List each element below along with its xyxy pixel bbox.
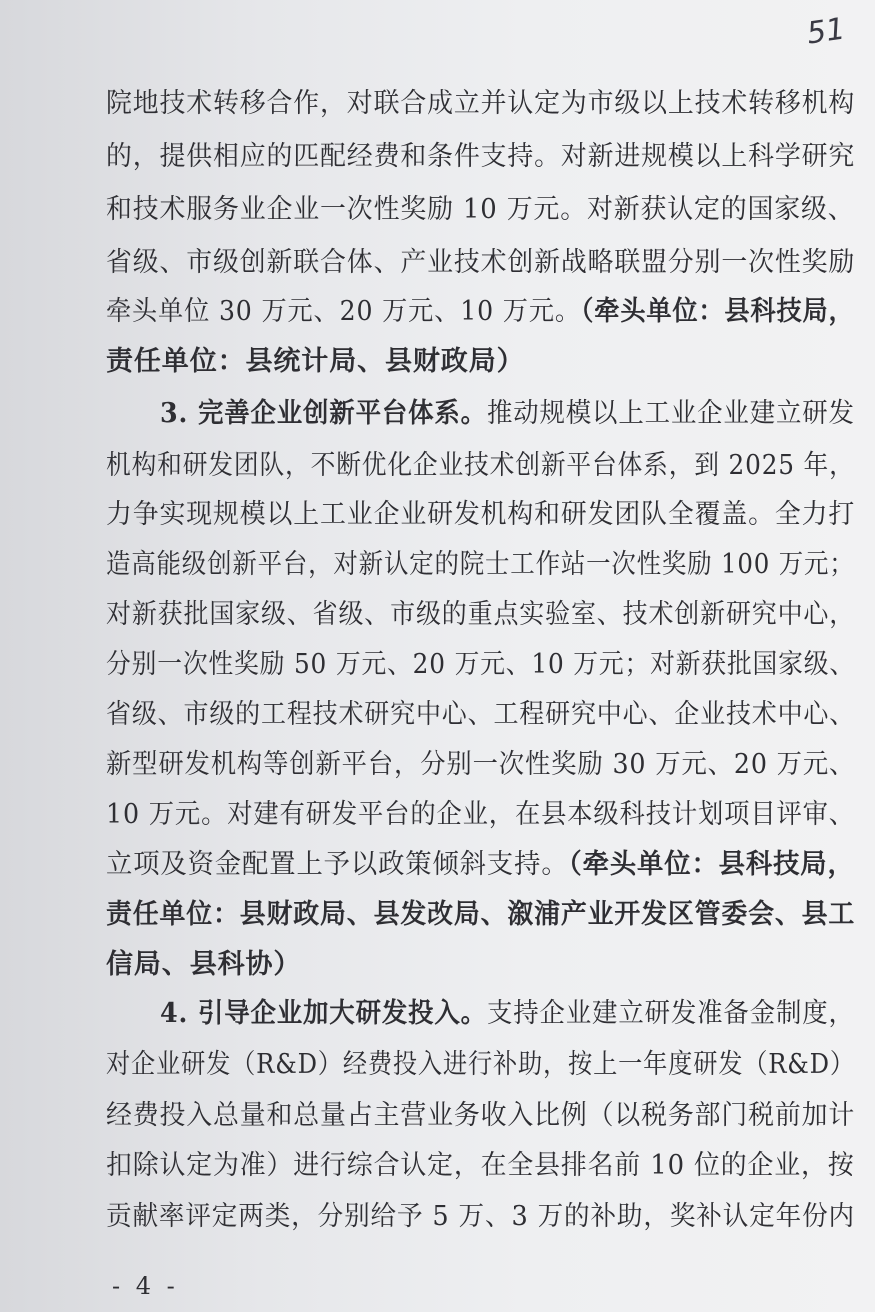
line-text: 立项及资金配置上予以政策倾斜支持。 (106, 849, 569, 880)
page-footer-number: - 4 - (112, 1272, 179, 1300)
lead-unit-note: （牵头单位：县科技局， (568, 849, 855, 880)
line-text: 牵头单位 30 万元、20 万元、10 万元。 (106, 296, 581, 327)
text-line-7 (160, 400, 855, 427)
responsible-unit-note-cont: 信局、县科协） (106, 949, 302, 980)
line-text: 省级、市级创新联合体、产业技术创新战略联盟分别一次性奖励 (106, 247, 856, 278)
line-text: 分别一次性奖励 50 万元、20 万元、10 万元；对新获批国家级、 (106, 649, 855, 680)
text-line-2 (106, 143, 855, 170)
text-line-14 (106, 751, 855, 778)
line-text: 院地技术转移合作，对联合成立并认定为市级以上技术转移机构 (106, 88, 856, 119)
line-text: 和技术服务业企业一次性奖励 10 万元。对新获认定的国家级、 (106, 194, 855, 225)
text-line-12 (106, 651, 855, 678)
line-text: 机构和研发团队，不断优化企业技术创新平台体系，到 2025 年， (106, 450, 855, 481)
text-line-6 (106, 348, 525, 375)
responsible-unit-note: 责任单位：县统计局、县财政局） (106, 346, 525, 377)
text-line-9 (106, 501, 855, 528)
line-text: 支持企业建立研发准备金制度， (486, 998, 855, 1029)
text-line-1 (106, 90, 855, 117)
line-text: 造高能级创新平台，对新认定的院士工作站一次性奖励 100 万元； (106, 549, 855, 580)
text-line-16 (106, 851, 855, 878)
text-line-20 (106, 1051, 855, 1078)
section-heading-4: 4. 引导企业加大研发投入。 (160, 998, 487, 1029)
handwritten-page-number: 51 (804, 11, 848, 52)
text-line-8 (106, 452, 855, 479)
responsible-unit-note: 责任单位：县财政局、县发改局、溆浦产业开发区管委会、县工 (106, 899, 856, 930)
text-line-21 (106, 1102, 855, 1129)
text-line-3 (106, 196, 855, 223)
text-line-23 (106, 1203, 855, 1230)
text-line-18 (106, 951, 301, 978)
line-text: 经费投入总量和总量占主营业务收入比例（以税务部门税前加计 (106, 1100, 856, 1131)
text-line-4 (106, 249, 855, 276)
text-line-13 (106, 701, 855, 728)
text-line-17 (106, 901, 855, 928)
lead-unit-note: （牵头单位：县科技局， (580, 296, 855, 327)
line-text: 贡献率评定两类，分别给予 5 万、3 万的补助，奖补认定年份内 (106, 1201, 856, 1232)
text-line-22 (106, 1152, 855, 1179)
text-line-19 (160, 1000, 855, 1027)
section-heading-3: 3. 完善企业创新平台体系。 (160, 398, 487, 429)
line-text: 对企业研发（R&D）经费投入进行补助，按上一年度研发（R&D） (106, 1049, 855, 1080)
line-text: 的，提供相应的匹配经费和条件支持。对新进规模以上科学研究 (106, 141, 856, 172)
line-text: 力争实现规模以上工业企业研发机构和研发团队全覆盖。全力打 (106, 499, 856, 530)
line-text: 对新获批国家级、省级、市级的重点实验室、技术创新研究中心， (106, 599, 856, 630)
line-text: 推动规模以上工业企业建立研发 (486, 398, 855, 429)
text-line-15 (106, 801, 855, 828)
line-text: 扣除认定为准）进行综合认定，在全县排名前 10 位的企业，按 (106, 1150, 855, 1181)
text-line-11 (106, 601, 855, 628)
line-text: 省级、市级的工程技术研究中心、工程研究中心、企业技术中心、 (106, 699, 856, 730)
line-text: 新型研发机构等创新平台，分别一次性奖励 30 万元、20 万元、 (106, 749, 856, 780)
text-line-5 (106, 298, 855, 325)
line-text: 10 万元。对建有研发平台的企业，在县本级科技计划项目评审、 (106, 799, 855, 830)
text-line-10 (106, 551, 855, 578)
